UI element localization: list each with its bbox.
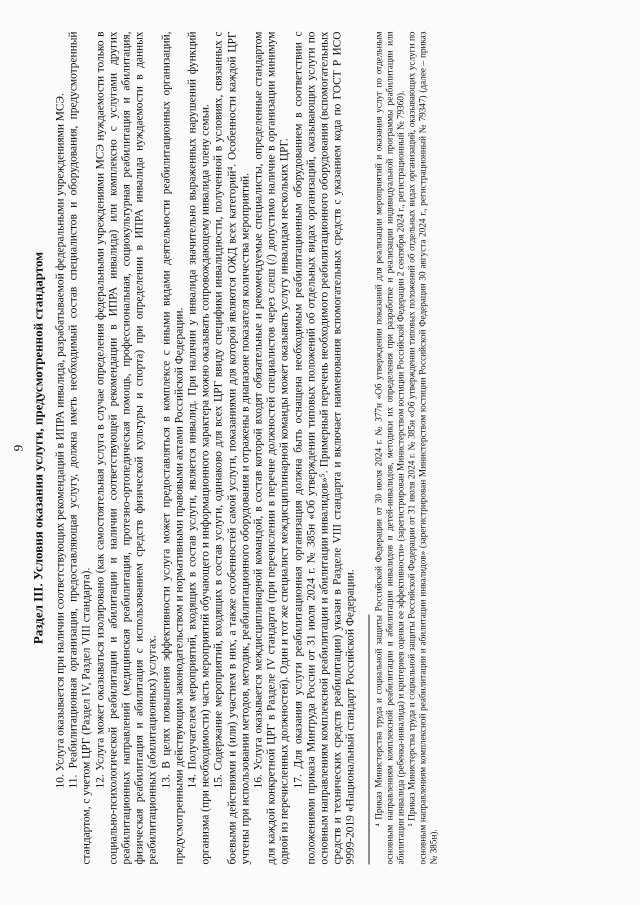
section-title: Раздел III. Условия оказания услуги, предусмотренной стандартом	[30, 251, 46, 645]
page-number: 9	[10, 444, 26, 452]
footnote-divider	[368, 615, 369, 865]
paragraph-text: Реабилитационная организация, предоставляющая услугу, должна иметь необходимый состав специалистов и оборудования, предусмотренный стандартом, с учетом ЦРГ (Раздел IV, Раздел VIII стандарта).	[67, 31, 93, 865]
paragraph-text: В целях повышения эффективности услуга может предоставляться в комплексе с иными видами деятельности реабилитационных организаций, предусмотренными действующим законодательством и нормативными правовыми актами Российской Федерации.	[160, 31, 186, 865]
paragraph-number: 17.	[292, 774, 305, 789]
paragraph-text: Услуга может оказываться изолировано (как самостоятельная услуга в случае определения федеральными учреждениями МСЭ нуждаемости только в социально-психологической реабилитации и абилитации и наличии соответствующей рекомендации в ИПРА инвалида) или комплексно с услугами других реабилитационных направлений (медицинская реабилитация, протезно-ортопедическая помощь, профессиональная, социокультурная реабилитация и абилитация, физическая реабилитация и абилитация с использованием средств физической культуры и спорта) при определении в ИПРА инвалида нуждаемости в данных реабилитационных (абилитационных) услугах.	[94, 31, 159, 865]
paragraph-number: 11.	[67, 774, 80, 789]
paragraph-11	[68, 32, 94, 865]
paragraph-14	[187, 32, 213, 865]
paragraph-15	[213, 32, 253, 865]
paragraph-text: Для оказания услуги реабилитационная организация должна быть оснащена необходимым реабилитационным оборудованием в соответствии с положениями приказа Минтруда России от 31 июля 2024 г. № 385н «Об утверждении типовых положений об отдельных видах организаций, оказывающих услуги по основным направлениям комплексной реабилитации и абилитации инвалидов»⁵. Примерный перечень необходимого реабилитационного оборудования (вспомогательных средств и технических средств реабилитации) указан в Разделе VIII стандарта и включает наименования вспомогательных средств с указанием кода по ГОСТ Р ИСО 9999-2019 «Национальный стандарт Российской Федерации.	[292, 31, 357, 865]
paragraph-10	[55, 32, 68, 865]
paragraph-text: Получателем мероприятий, входящих в состав услуги, является инвалид. При наличии у инвалида значительно выраженных нарушений функций организма (при необходимости) часть мероприятий обучающего и информационного характера можно оказывать сопровождающему инвалида члену семьи.	[186, 31, 212, 865]
paragraph-17	[292, 32, 358, 865]
paragraph-text: Содержание мероприятий, входящих в состав услуги, одинаково для всех ЦРГ ввиду специфики инвалидности, полученной в условиях, связанных с боевыми действиями и (или) участием в них, а также особенностей самой услуги, показаниями для которой являются ОЖД всех категорий⁴. Особенности каждой ЦРГ учтены при использовании методов, методик, реабилитационного оборудования и отражены в диапазоне показателя количества мероприятий.	[212, 31, 252, 865]
paragraph-number: 12.	[94, 774, 107, 789]
footnote-5: ⁵ Приказ Министерства труда и социальной защиты Российской Федерации от 31 июля 2024 г. № 385н «Об утверждении типовых положений об отдельных видах организаций, оказывающих услуги по основным направлениям комплексной реабилитации и абилитации инвалидов» (зарегистрирован Министерством юстиции Российской Федерации 30 августа 2024 г., регистрационный № 79347) (далее – приказ № 385н).	[406, 31, 439, 865]
paragraph-number: 14.	[186, 774, 199, 789]
paragraph-text: Услуга оказывается междисциплинарной командой, в состав которой входят обязательные и рекомендуемые специалисты, определенные стандартом для каждой конкретной ЦРГ в Разделе IV стандарта (при перечислении в перечне должностей специалистов через слеш (/) допустимо наличие в организации минимум одной из перечисленных должностей). Один и тот же специалист междисциплинарной команды может оказывать услугу инвалидам нескольких ЦРГ.	[252, 31, 291, 865]
paragraph-number: 13.	[160, 774, 173, 789]
paragraph-number: 10.	[54, 774, 67, 789]
paragraph-number: 15.	[212, 774, 225, 789]
paragraph-list	[55, 32, 359, 865]
paragraph-12	[94, 32, 160, 865]
paragraph-text: Услуга оказывается при наличии соответствующих рекомендаций в ИПРА инвалида, разрабатываемой федеральными учреждениями МСЭ.	[54, 93, 67, 775]
paragraph-13	[160, 32, 186, 865]
footnote-list	[373, 32, 439, 865]
document-page	[1, 0, 640, 905]
paragraph-number: 16.	[252, 774, 265, 789]
paragraph-16	[253, 32, 293, 865]
footnote-4: ⁴ Приказ Министерства труда и социальной защиты Российской Федерации от 30 июля 2024 г. № 377н «Об утверждении показаний для реализации мероприятий и оказания услуг по отдельным основным направлениям комплексной реабилитации и абилитации инвалидов и детей-инвалидов, методики их определения при разработке и реализации индивидуальной программы реабилитации или абилитации инвалида (ребенка-инвалида) и критериев оценки ее эффективности» (зарегистрирован Министерством юстиции Российской Федерации 2 сентября 2024 г., регистрационный № 79360).	[373, 31, 406, 865]
